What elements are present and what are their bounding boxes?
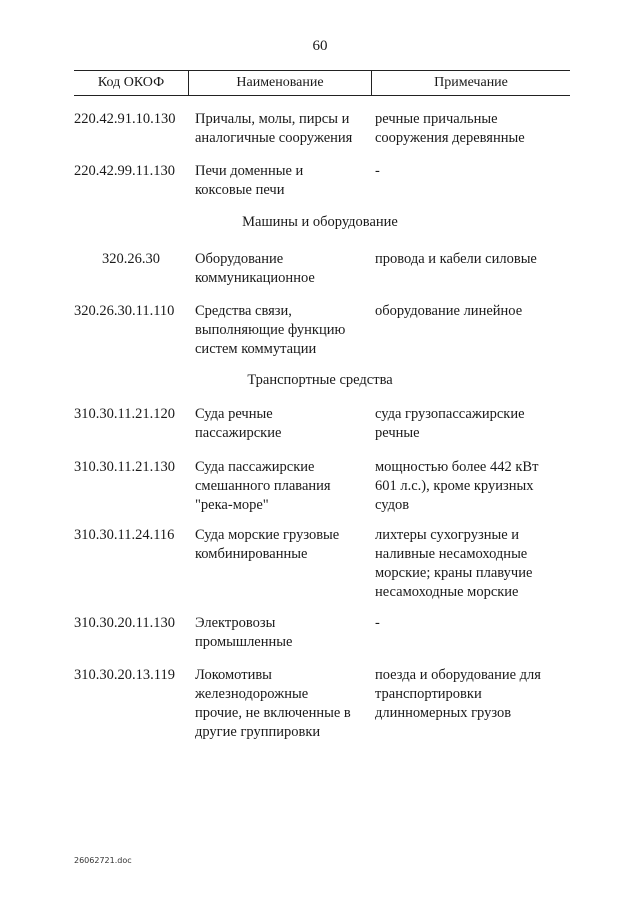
- item-name: Электровозы промышленные: [195, 615, 293, 650]
- item-name: Суда речные пассажирские: [195, 406, 282, 441]
- item-name: Причалы, молы, пирсы и аналогичные сооружения: [195, 111, 353, 146]
- item-name: Средства связи, выполняющие функцию систем коммутации: [195, 303, 346, 357]
- okof-code: 320.26.30: [102, 251, 160, 267]
- item-note: мощностью более 442 кВт 601 л.с.), кроме круизных судов: [375, 459, 539, 513]
- item-note: -: [375, 615, 380, 631]
- item-name: Локомотивы железнодорожные прочие, не включенные в другие группировки: [195, 667, 351, 740]
- item-note: суда грузопассажирские речные: [375, 406, 525, 441]
- item-note: провода и кабели силовые: [375, 251, 537, 267]
- item-name: Суда морские грузовые комбинированные: [195, 527, 340, 562]
- okof-code: 310.30.20.13.119: [74, 667, 175, 683]
- section-heading-machines: Машины и оборудование: [242, 214, 398, 230]
- item-note: лихтеры сухогрузные и наливные несамоходные морские; краны плавучие несамоходные морские: [375, 527, 533, 600]
- item-note: -: [375, 163, 380, 179]
- okof-code: 310.30.11.21.130: [74, 459, 175, 475]
- item-note: оборудование линейное: [375, 303, 523, 319]
- item-note: поезда и оборудование для транспортировки длинномерных грузов: [375, 667, 541, 721]
- okof-code: 220.42.91.10.130: [74, 111, 176, 127]
- okof-code: 310.30.11.21.120: [74, 406, 175, 422]
- okof-code: 220.42.99.11.130: [74, 163, 175, 179]
- item-note: речные причальные сооружения деревянные: [375, 111, 525, 146]
- okof-code: 310.30.20.11.130: [74, 615, 175, 631]
- section-heading-transport: Транспортные средства: [247, 372, 393, 388]
- header-note: Примечание: [434, 75, 508, 90]
- header-name: Наименование: [189, 71, 372, 95]
- footer-filename: 26062721.doc: [74, 856, 132, 865]
- item-name: Печи доменные и коксовые печи: [195, 163, 304, 198]
- page-number: 60: [312, 38, 328, 54]
- item-name: Суда пассажирские смешанного плавания "река-море": [195, 459, 331, 513]
- table-header: [74, 70, 570, 96]
- okof-code: 320.26.30.11.110: [74, 303, 175, 319]
- item-name: Оборудование коммуникационное: [195, 251, 315, 286]
- okof-code: 310.30.11.24.116: [74, 527, 175, 543]
- header-code: Код ОКОФ: [74, 71, 189, 95]
